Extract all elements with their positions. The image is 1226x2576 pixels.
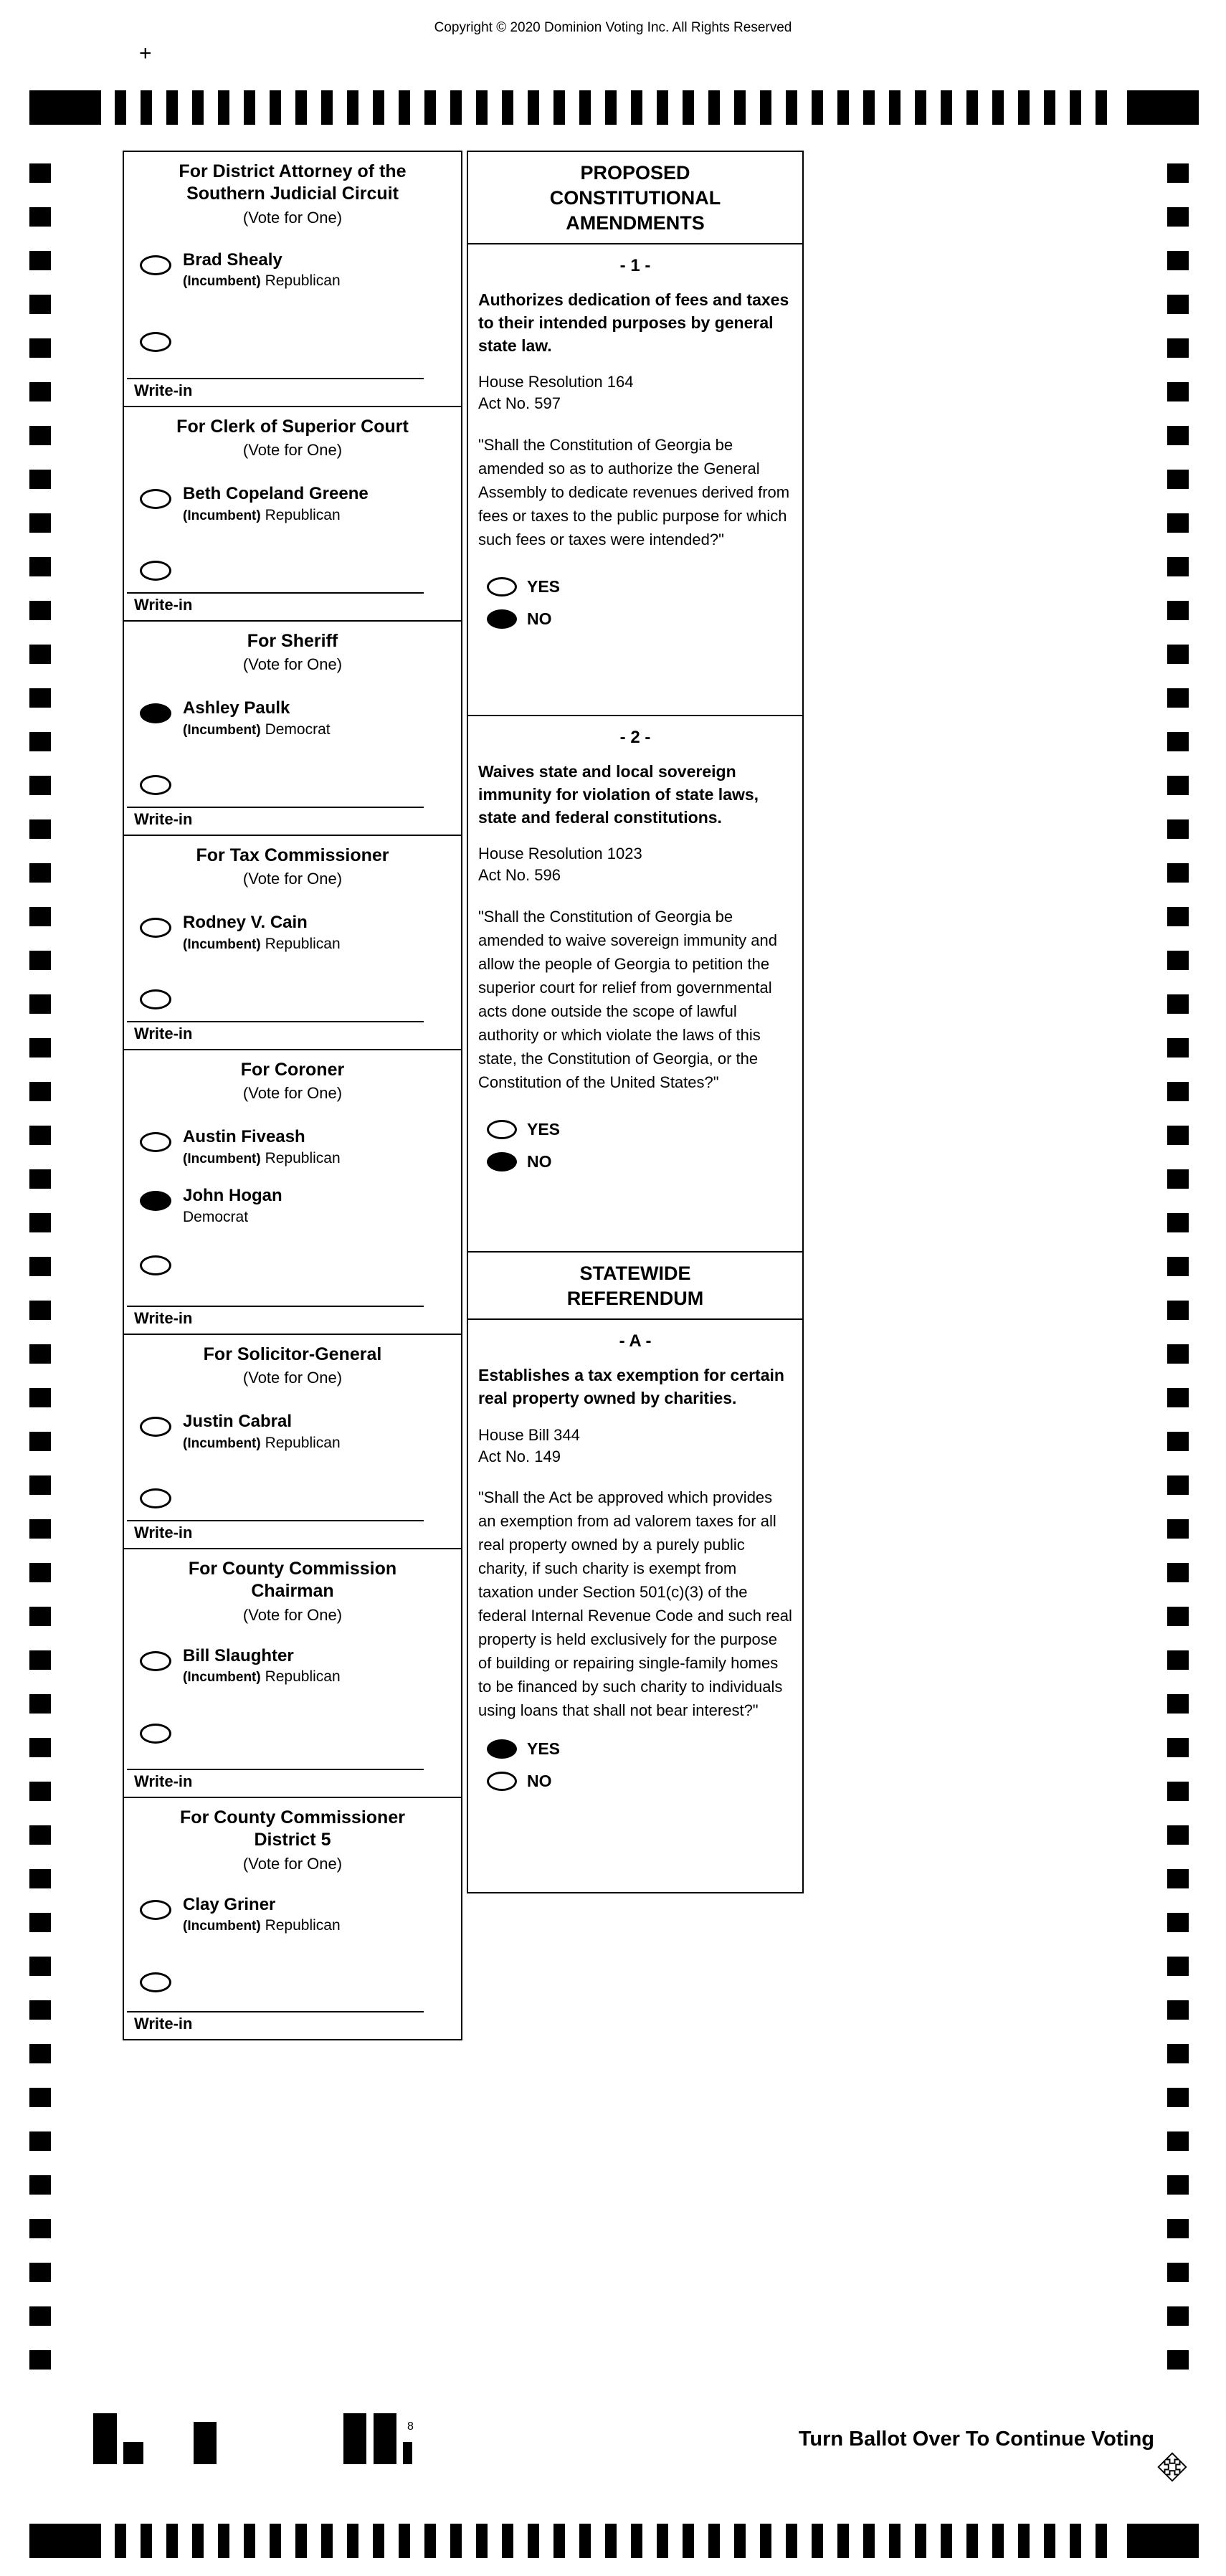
candidate-row	[140, 250, 461, 290]
contests-column	[123, 151, 462, 2040]
write-in-oval-row	[140, 1250, 461, 1275]
write-in-area	[124, 1306, 461, 1334]
write-in-oval[interactable]	[140, 1255, 171, 1275]
measure-reference: House Bill 344 Act No. 149	[478, 1425, 580, 1465]
candidate-oval[interactable]	[140, 918, 171, 938]
contest-solicitor-general	[123, 1334, 462, 1549]
incumbent-label: (Incumbent)	[183, 723, 261, 738]
contest-title: For County Commission Chairman	[188, 1559, 397, 1602]
yes-label: YES	[527, 1119, 561, 1139]
write-in-oval[interactable]	[140, 1972, 171, 1992]
measure-reference: House Resolution 1023 Act No. 596	[478, 845, 642, 885]
registration-plus-mark: +	[139, 42, 152, 65]
measure-reference: House Resolution 164 Act No. 597	[478, 373, 634, 413]
candidate-oval[interactable]	[140, 1417, 171, 1437]
candidate-row	[140, 484, 461, 524]
write-in-oval-row	[140, 1967, 461, 1992]
code-bar	[374, 2413, 396, 2464]
code-bar	[123, 2442, 143, 2464]
write-in-oval-row	[140, 327, 461, 352]
timing-block-bottom-right	[1127, 2524, 1199, 2558]
write-in-label: Write-in	[134, 2015, 193, 2033]
candidate-subline	[183, 1668, 341, 1686]
contest-tax-commissioner	[123, 835, 462, 1050]
write-in-label: Write-in	[134, 1309, 193, 1327]
measure-summary: Waives state and local sovereign immunity for violation of state laws, state and federal constitutions.	[478, 762, 759, 827]
write-in-line[interactable]	[127, 592, 424, 594]
vote-for-one-instruction: (Vote for One)	[242, 870, 343, 888]
candidate-subline	[183, 507, 369, 524]
candidate-row	[140, 698, 461, 738]
candidate-row	[140, 1646, 461, 1686]
timing-column-left	[29, 163, 51, 2372]
measures-column	[467, 151, 804, 1893]
write-in-label: Write-in	[134, 1025, 193, 1042]
party-label: Democrat	[183, 1208, 249, 1225]
candidate-row	[140, 913, 461, 953]
yes-oval[interactable]	[487, 577, 517, 597]
yes-option	[487, 1120, 802, 1139]
write-in-label: Write-in	[134, 810, 193, 828]
candidate-subline	[183, 1150, 341, 1167]
candidate-name: Bill Slaughter	[183, 1645, 294, 1665]
write-in-oval[interactable]	[140, 561, 171, 581]
timing-block-top-left	[29, 90, 101, 125]
candidate-row	[140, 1186, 461, 1226]
write-in-line[interactable]	[127, 1306, 424, 1307]
measure-summary: Authorizes dedication of fees and taxes to their intended purposes by general state law.	[478, 290, 789, 355]
write-in-area	[124, 378, 461, 406]
party-label: Republican	[265, 1668, 341, 1686]
candidate-name: Justin Cabral	[183, 1412, 293, 1432]
copyright-line: Copyright © 2020 Dominion Voting Inc. All Rights Reserved	[434, 20, 792, 35]
contest-title: For County Commissioner District 5	[180, 1807, 405, 1850]
write-in-line[interactable]	[127, 1520, 424, 1521]
candidate-subline	[183, 1435, 341, 1452]
code-bar	[93, 2413, 117, 2464]
measure-question: "Shall the Act be approved which provides an exemption from ad valorem taxes for all real property owned by a purely public charity, if such charity is exempt from taxation under Section 501(c)(3) of the federal Internal Revenue Code and such real property is held exclusively for the purpose of building or repairing single-family homes to be financed by such charity to individuals using loans that shall not bear interest?"	[478, 1488, 792, 1720]
candidate-row	[140, 1412, 461, 1452]
yes-option	[487, 577, 802, 597]
yes-option	[487, 1739, 802, 1759]
timing-block-bottom-left	[29, 2524, 101, 2558]
measure-question: "Shall the Constitution of Georgia be amended so as to authorize the General Assembly to dedicate revenues derived from fees or taxes to the public purpose for which such fees or taxes were intended?"	[478, 435, 790, 548]
contest-title: For Sheriff	[247, 631, 338, 651]
write-in-oval-row	[140, 770, 461, 795]
contest-county-commission-chairman	[123, 1548, 462, 1798]
four-direction-arrow-icon	[1157, 2452, 1187, 2482]
incumbent-label: (Incumbent)	[183, 1151, 261, 1167]
no-label: NO	[527, 1772, 552, 1791]
candidate-oval[interactable]	[140, 489, 171, 509]
incumbent-label: (Incumbent)	[183, 274, 261, 290]
write-in-label: Write-in	[134, 1772, 193, 1790]
code-bar	[194, 2422, 217, 2464]
vote-for-one-instruction: (Vote for One)	[242, 1854, 343, 1873]
write-in-area	[124, 1769, 461, 1797]
write-in-oval-row	[140, 556, 461, 581]
party-label: Republican	[265, 1435, 341, 1452]
candidate-oval[interactable]	[140, 1132, 171, 1152]
candidate-subline	[183, 721, 331, 738]
timing-bars-bottom	[115, 2524, 1116, 2558]
party-label: Republican	[265, 936, 341, 953]
incumbent-label: (Incumbent)	[183, 937, 261, 953]
code-bar	[343, 2413, 366, 2464]
ballot-sheet-digit: 8	[407, 2420, 414, 2433]
incumbent-label: (Incumbent)	[183, 1919, 261, 1934]
contest-clerk-superior-court	[123, 406, 462, 622]
write-in-area	[124, 807, 461, 835]
contest-title: For Coroner	[240, 1060, 345, 1080]
timing-bars-top	[115, 90, 1116, 125]
write-in-area	[124, 1021, 461, 1049]
no-oval[interactable]	[487, 1152, 517, 1171]
candidate-subline	[183, 272, 341, 290]
timing-column-right	[1167, 163, 1189, 2372]
party-label: Republican	[265, 507, 341, 524]
no-label: NO	[527, 1151, 552, 1171]
write-in-oval[interactable]	[140, 1488, 171, 1508]
yes-label: YES	[527, 1739, 561, 1759]
candidate-oval[interactable]	[140, 1191, 171, 1211]
candidate-subline	[183, 1209, 282, 1226]
party-label: Republican	[265, 1150, 341, 1167]
write-in-oval-row	[140, 1719, 461, 1744]
measure-summary: Establishes a tax exemption for certain real property owned by charities.	[478, 1366, 784, 1408]
candidate-name: Clay Griner	[183, 1894, 276, 1914]
vote-for-one-instruction: (Vote for One)	[242, 655, 343, 674]
candidate-row	[140, 1127, 461, 1167]
candidate-subline	[183, 1917, 341, 1934]
write-in-label: Write-in	[134, 596, 193, 614]
candidate-oval[interactable]	[140, 1900, 171, 1920]
candidate-name: John Hogan	[183, 1186, 282, 1206]
write-in-area	[124, 2011, 461, 2039]
write-in-oval-row	[140, 1483, 461, 1508]
contest-sheriff	[123, 620, 462, 836]
write-in-label: Write-in	[134, 1524, 193, 1541]
incumbent-label: (Incumbent)	[183, 508, 261, 524]
turn-ballot-over-text: Turn Ballot Over To Continue Voting	[798, 2428, 1154, 2451]
yes-oval[interactable]	[487, 1120, 517, 1139]
measure-number: - A -	[619, 1331, 652, 1351]
write-in-line[interactable]	[127, 807, 424, 808]
candidate-name: Beth Copeland Greene	[183, 484, 369, 504]
candidate-oval[interactable]	[140, 703, 171, 723]
candidate-oval[interactable]	[140, 1651, 171, 1671]
no-oval[interactable]	[487, 609, 517, 629]
vote-for-one-instruction: (Vote for One)	[242, 1084, 343, 1103]
candidate-name: Brad Shealy	[183, 249, 282, 270]
write-in-oval[interactable]	[140, 1724, 171, 1744]
candidate-name: Ashley Paulk	[183, 698, 290, 718]
code-bar	[403, 2442, 412, 2464]
referendum-header: STATEWIDE REFERENDUM	[468, 1251, 802, 1318]
contest-title: For Tax Commissioner	[196, 845, 389, 865]
write-in-oval[interactable]	[140, 332, 171, 352]
party-label: Democrat	[265, 721, 331, 738]
contest-district-attorney	[123, 151, 462, 407]
incumbent-label: (Incumbent)	[183, 1670, 261, 1686]
vote-for-one-instruction: (Vote for One)	[242, 1605, 343, 1624]
no-oval[interactable]	[487, 1772, 517, 1791]
write-in-line[interactable]	[127, 2011, 424, 2012]
write-in-line[interactable]	[127, 378, 424, 379]
write-in-oval[interactable]	[140, 989, 171, 1009]
no-option	[487, 1152, 802, 1171]
write-in-line[interactable]	[127, 1769, 424, 1770]
write-in-area	[124, 592, 461, 620]
contest-coroner	[123, 1049, 462, 1335]
candidate-oval[interactable]	[140, 255, 171, 275]
measure-number: - 2 -	[619, 728, 651, 748]
vote-for-one-instruction: (Vote for One)	[242, 1369, 343, 1387]
no-option	[487, 1772, 802, 1791]
measure-question: "Shall the Constitution of Georgia be amended to waive sovereign immunity and allow the people of Georgia to petition the superior court for relief from governmental acts done outside the scope of lawful authority or which violate the laws of this state, the Constitution of Georgia, or the Constitution of the United States?"	[478, 907, 778, 1091]
measure-amendment-2	[468, 715, 802, 1251]
write-in-oval-row	[140, 984, 461, 1009]
measure-number: - 1 -	[619, 256, 651, 276]
measure-amendment-1	[468, 243, 802, 715]
contest-county-commissioner-district-5	[123, 1797, 462, 2040]
party-label: Republican	[265, 1917, 341, 1934]
measure-referendum-a	[468, 1318, 802, 1892]
yes-label: YES	[527, 576, 561, 596]
amendments-header: PROPOSED CONSTITUTIONAL AMENDMENTS	[549, 162, 721, 234]
contest-title: For Solicitor-General	[203, 1344, 382, 1364]
no-label: NO	[527, 609, 552, 628]
timing-block-top-right	[1127, 90, 1199, 125]
vote-for-one-instruction: (Vote for One)	[242, 441, 343, 460]
write-in-line[interactable]	[127, 1021, 424, 1022]
candidate-name: Austin Fiveash	[183, 1127, 305, 1147]
contest-title: For Clerk of Superior Court	[176, 417, 409, 437]
candidate-name: Rodney V. Cain	[183, 913, 308, 933]
write-in-label: Write-in	[134, 381, 193, 399]
candidate-row	[140, 1895, 461, 1935]
vote-for-one-instruction: (Vote for One)	[242, 208, 343, 227]
incumbent-label: (Incumbent)	[183, 1436, 261, 1452]
write-in-area	[124, 1520, 461, 1548]
contest-title: For District Attorney of the Southern Judicial Circuit	[179, 161, 407, 204]
candidate-subline	[183, 936, 341, 953]
party-label: Republican	[265, 272, 341, 290]
write-in-oval[interactable]	[140, 775, 171, 795]
yes-oval[interactable]	[487, 1739, 517, 1759]
no-option	[487, 609, 802, 629]
